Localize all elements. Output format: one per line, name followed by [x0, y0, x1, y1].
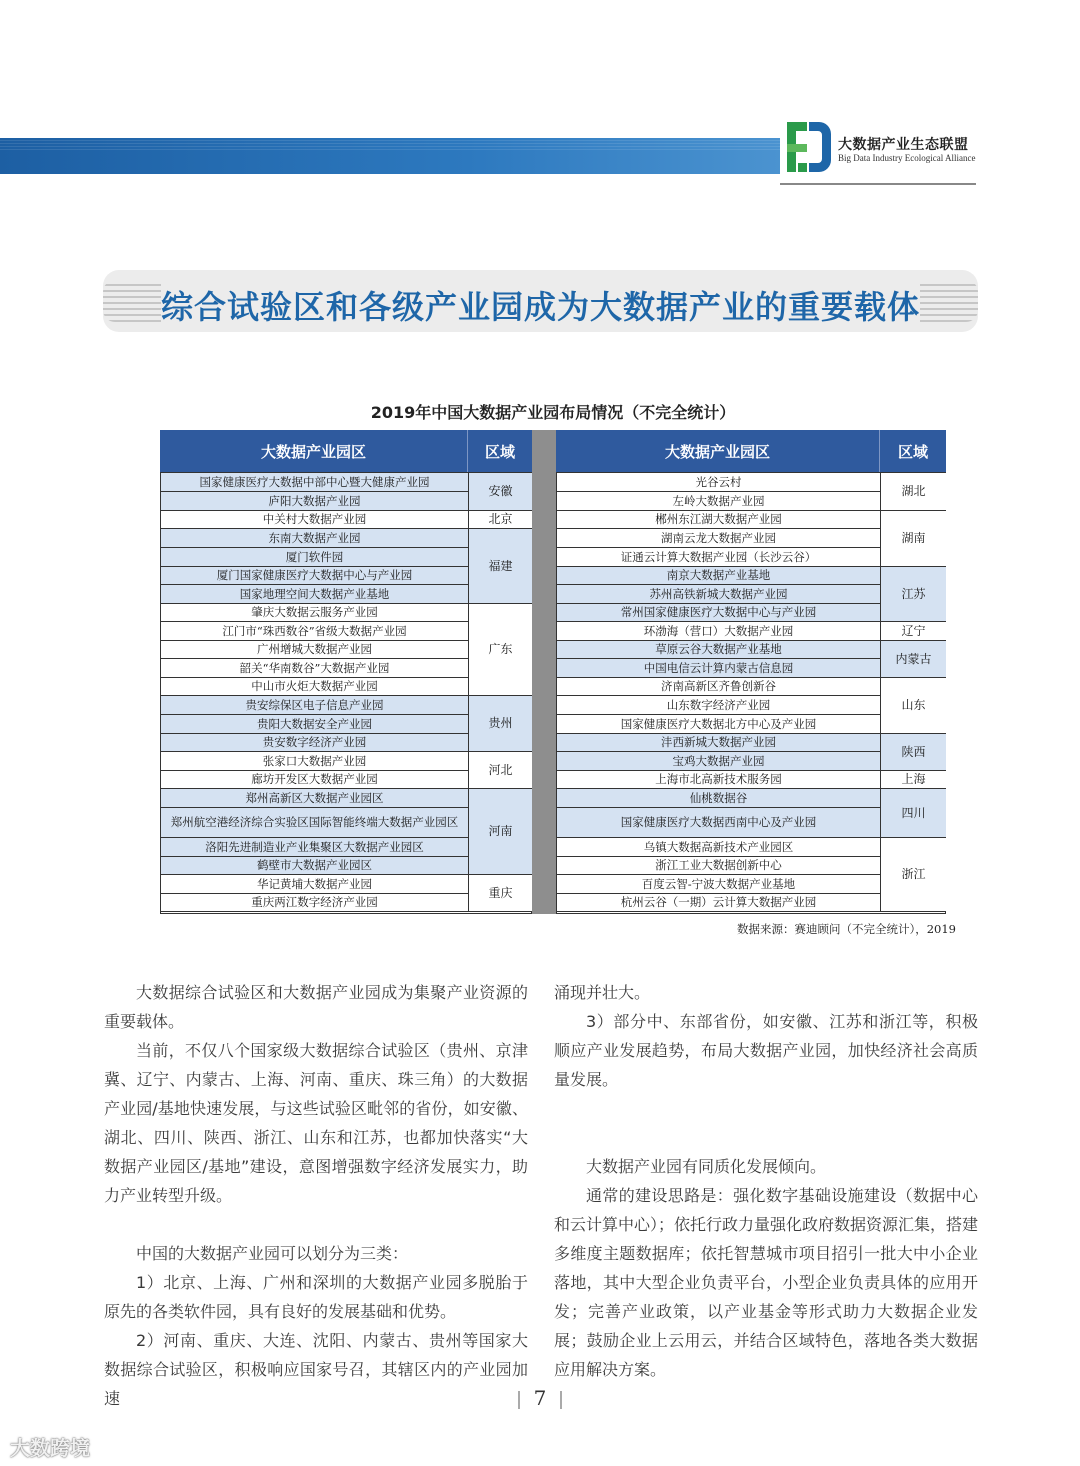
left-region-cell: 福建: [468, 529, 532, 604]
right-park-cell: 环渤海（营口）大数据产业园: [557, 622, 880, 641]
left-region-cell: 重庆: [468, 875, 532, 912]
right-region-cell: 四川: [880, 789, 946, 838]
left-park-cell: 庐阳大数据产业园: [161, 492, 468, 511]
left-park-cell: 东南大数据产业园: [161, 529, 468, 548]
left-region-cell: 北京: [468, 511, 532, 529]
park-table: [160, 430, 946, 914]
left-region-cell: 贵州: [468, 696, 532, 752]
paragraph: 3）部分中、东部省份，如安徽、江苏和浙江等，积极顺应产业发展趋势，布局大数据产业园，加快经济社会高质量发展。: [554, 1012, 978, 1089]
left-park-cell: 郑州航空港经济综合实验区国际智能终端大数据产业园区: [161, 808, 468, 838]
left-park-cell: 郑州高新区大数据产业园区: [161, 789, 468, 808]
paragraph: 大数据产业园有同质化发展倾向。: [586, 1157, 827, 1176]
right-park-cell: 国家健康医疗大数据北方中心及产业园: [557, 715, 880, 734]
table-left-cells: [160, 472, 532, 914]
title-banner: [103, 270, 978, 332]
paragraph: 中国的大数据产业园可以划分为三类：: [136, 1244, 409, 1263]
left-park-cell: 贵安综保区电子信息产业园: [161, 696, 468, 715]
right-region-cell: 辽宁: [880, 622, 946, 641]
left-region-cell: 广东: [468, 604, 532, 696]
right-park-cell: 郴州东江湖大数据产业园: [557, 511, 880, 529]
left-park-cell: 肇庆大数据云服务产业园: [161, 604, 468, 622]
left-park-cell: 中山市火炬大数据产业园: [161, 678, 468, 696]
right-park-cell: 乌镇大数据高新技术产业园区: [557, 838, 880, 857]
left-park-cell: 厦门国家健康医疗大数据中心与产业园: [161, 567, 468, 585]
page-number: 7: [0, 1386, 1080, 1410]
right-park-cell: 国家健康医疗大数据西南中心及产业园: [557, 808, 880, 838]
right-park-cell: 苏州高铁新城大数据产业园: [557, 585, 880, 604]
paragraph: 涌现并壮大。: [554, 983, 651, 1002]
left-region-cell: 河南: [468, 789, 532, 875]
right-park-cell: 百度云智-宁波大数据产业基地: [557, 875, 880, 894]
table-header-row: [160, 430, 532, 472]
left-park-cell: 广州增城大数据产业园: [161, 641, 468, 659]
left-park-cell: 贵阳大数据安全产业园: [161, 715, 468, 734]
right-region-cell: 江苏: [880, 567, 946, 622]
paragraph: 大数据综合试验区和大数据产业园成为集聚产业资源的重要载体。: [104, 983, 528, 1031]
right-region-cell: 上海: [880, 771, 946, 789]
brand-name-en: Big Data Industry Ecological Alliance: [838, 153, 976, 163]
text-column-left: [104, 978, 528, 1413]
brand-name-cn: 大数据产业生态联盟: [838, 137, 969, 153]
left-park-cell: 中关村大数据产业园: [161, 511, 468, 529]
left-park-cell: 华记黄埔大数据产业园: [161, 875, 468, 894]
watermark: 大数跨境: [10, 1436, 90, 1460]
table-title: 2019年中国大数据产业园布局情况（不完全统计）: [370, 403, 736, 422]
table-left-half: [160, 430, 532, 914]
right-park-cell: 仙桃数据谷: [557, 789, 880, 808]
left-park-cell: 韶关“华南数谷”大数据产业园: [161, 659, 468, 678]
paragraph: 通常的建设思路是：强化数字基础设施建设（数据中心和云计算中心）；依托行政力量强化政府数据资源汇集，搭建多维度主题数据库；依托智慧城市项目招引一批大中小企业落地，其中大型企业负责平台，小型企业负责具体的应用开发；完善产业政策，以产业基金等形式助力大数据企业发展；鼓励企业上云用云，并结合区域特色，落地各类大数据应用解决方案。: [554, 1186, 979, 1379]
right-park-cell: 南京大数据产业基地: [557, 567, 880, 585]
header-band: [0, 138, 780, 174]
header-park: 大数据产业园区: [556, 430, 880, 472]
data-source: 数据来源：赛迪顾问（不完全统计），2019: [736, 922, 956, 936]
left-park-cell: 国家地理空间大数据产业基地: [161, 585, 468, 604]
paragraph: 1）北京、上海、广州和深圳的大数据产业园多脱胎于原先的各类软件园，具有良好的发展基础和优势。: [104, 1273, 528, 1321]
page-title: 综合试验区和各级产业园成为大数据产业的重要载体: [160, 288, 920, 326]
left-park-cell: 江门市“珠西数谷”省级大数据产业园: [161, 622, 468, 641]
left-park-cell: 重庆两江数字经济产业园: [161, 894, 468, 912]
header-park: 大数据产业园区: [160, 430, 468, 472]
table-right-half: [556, 430, 946, 914]
right-park-cell: 沣西新城大数据产业园: [557, 734, 880, 752]
right-park-cell: 杭州云谷（一期）云计算大数据产业园: [557, 894, 880, 912]
table-right-cells: [556, 472, 946, 914]
left-park-cell: 洛阳先进制造业产业集聚区大数据产业园区: [161, 838, 468, 857]
left-park-cell: 张家口大数据产业园: [161, 752, 468, 771]
right-park-cell: 草原云谷大数据产业基地: [557, 641, 880, 659]
right-region-cell: 陕西: [880, 734, 946, 771]
right-park-cell: 宝鸡大数据产业园: [557, 752, 880, 771]
right-park-cell: 光谷云村: [557, 473, 880, 492]
right-region-cell: 湖南: [880, 511, 946, 567]
header-region: 区域: [897, 442, 928, 461]
right-park-cell: 证通云计算大数据产业园（长沙云谷）: [557, 548, 880, 567]
header-rule: [780, 183, 976, 185]
right-region-cell: 湖北: [880, 473, 946, 511]
paragraph: 2）河南、重庆、大连、沈阳、内蒙古、贵州等国家大数据综合试验区，积极响应国家号召，其辖区内的产业园加速: [104, 1331, 528, 1408]
left-park-cell: 国家健康医疗大数据中部中心暨大健康产业园: [161, 473, 468, 492]
right-park-cell: 浙江工业大数据创新中心: [557, 857, 880, 875]
left-region-cell: 安徽: [468, 473, 532, 511]
left-park-cell: 廊坊开发区大数据产业园: [161, 771, 468, 789]
left-region-cell: 河北: [468, 752, 532, 789]
right-park-cell: 上海市北高新技术服务园: [557, 771, 880, 789]
right-region-cell: 内蒙古: [880, 641, 946, 678]
right-park-cell: 山东数字经济产业园: [557, 696, 880, 715]
left-park-cell: 厦门软件园: [161, 548, 468, 567]
right-park-cell: 常州国家健康医疗大数据中心与产业园: [557, 604, 880, 622]
left-park-cell: 贵安数字经济产业园: [161, 734, 468, 752]
text-column-right: [554, 978, 978, 1384]
right-region-cell: 山东: [880, 678, 946, 734]
right-park-cell: 左岭大数据产业园: [557, 492, 880, 511]
right-region-cell: 浙江: [880, 838, 946, 912]
header-region: 区域: [484, 442, 515, 461]
right-park-cell: 中国电信云计算内蒙古信息园: [557, 659, 880, 678]
paragraph: 当前，不仅八个国家级大数据综合试验区（贵州、京津冀、辽宁、内蒙古、上海、河南、重庆、珠三角）的大数据产业园/基地快速发展，与这些试验区毗邻的省份，如安徽、湖北、四川、陕西、浙江、山东和江苏，也都加快落实“大数据产业园区/基地”建设，意图增强数字经济发展实力，助力产业转型升级。: [104, 1041, 528, 1205]
alliance-logo-icon: [785, 118, 833, 178]
right-park-cell: 济南高新区齐鲁创新谷: [557, 678, 880, 696]
left-park-cell: 鹤壁市大数据产业园区: [161, 857, 468, 875]
table-header-row: [556, 430, 946, 472]
right-park-cell: 湖南云龙大数据产业园: [557, 529, 880, 548]
table-divider: [532, 430, 556, 914]
